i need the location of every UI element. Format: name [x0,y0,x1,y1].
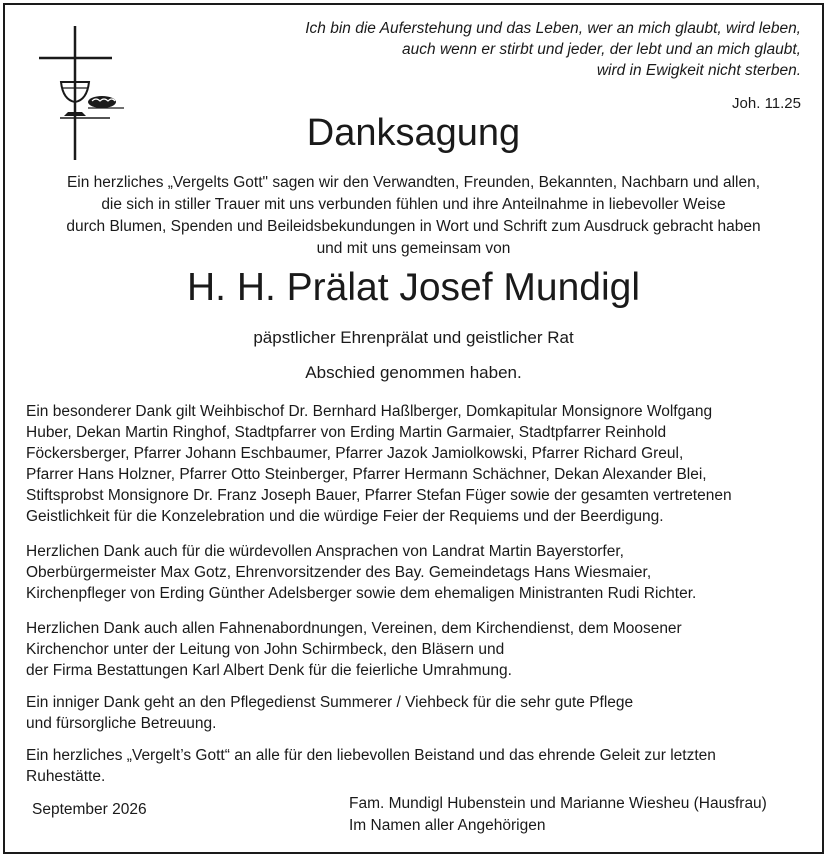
paragraph-line: Föckersberger, Pfarrer Johann Eschbaumer, Pfarrer Jazok Jamiolkowski, Pfarrer Richard Greul, [26,445,684,462]
thanks-paragraph-clergy [26,401,806,527]
deceased-role: päpstlicher Ehrenprälat und geistlicher Rat [253,328,574,347]
signature-line: Im Namen aller Angehörigen [349,817,546,834]
paragraph-line: Kirchenchor unter der Leitung von John Schirmbeck, den Bläsern und [26,641,505,658]
intro-line: durch Blumen, Spenden und Beileidsbekundungen in Wort und Schrift zum Ausdruck gebracht haben [66,218,761,235]
paragraph-line: Huber, Dekan Martin Ringhof, Stadtpfarrer von Erding Martin Garmaier, Stadtpfarrer Reinhold [26,424,667,441]
intro-line: und mit uns gemeinsam von [316,240,511,257]
paragraph-line: Kirchenpfleger von Erding Günther Adelsberger sowie dem ehemaligen Ministranten Rudi Richter. [26,585,697,602]
deceased-name: H. H. Prälat Josef Mundigl [186,266,640,309]
thanks-paragraph-associations [26,618,806,681]
thanks-paragraph-speeches [26,541,806,604]
bible-quote [241,18,801,81]
closing-line: Abschied genommen haben. [305,363,522,382]
paragraph-line: Stiftsprobst Monsignore Dr. Franz Joseph Bauer, Pfarrer Stefan Füger sowie der gesamten vertretenen [26,487,732,504]
paragraph-line: Ein inniger Dank geht an den Pflegedienst Summerer / Viehbeck für die sehr gute Pflege [26,694,634,711]
paragraph-line: Pfarrer Hans Holzner, Pfarrer Otto Steinberger, Pfarrer Hermann Schächner, Dekan Alexander Blei, [26,466,707,483]
paragraph-line: Ein besonderer Dank gilt Weihbischof Dr. Bernhard Haßlberger, Domkapitular Monsignore Wolfgang [26,403,713,420]
paragraph-line: Herzlichen Dank auch für die würdevollen Ansprachen von Landrat Martin Bayerstorfer, [26,543,624,560]
paragraph-line: Herzlichen Dank auch allen Fahnenabordnungen, Vereinen, dem Kirchendienst, dem Moosener [26,620,682,637]
signature-line: Fam. Mundigl Hubenstein und Marianne Wiesheu (Hausfrau) [349,795,767,812]
paragraph-line: Ruhestätte. [26,768,106,785]
thanks-paragraph-care [26,692,806,734]
signature-block [349,793,767,837]
notice-date: September 2026 [32,801,147,818]
quote-reference: Joh. 11.25 [732,95,801,112]
thanks-paragraph-all [26,745,806,787]
quote-line: wird in Ewigkeit nicht sterben. [596,62,801,79]
paragraph-line: Ein herzliches „Vergelt’s Gott“ an alle für den liebevollen Beistand und das ehrende Geleit zur letzten [26,747,716,764]
paragraph-line: und fürsorgliche Betreuung. [26,715,217,732]
paragraph-line: der Firma Bestattungen Karl Albert Denk für die feierliche Umrahmung. [26,662,512,679]
intro-text [0,172,827,260]
intro-line: die sich in stiller Trauer mit uns verbunden fühlen und ihre Anteilnahme in liebevoller Weise [101,196,726,213]
intro-line: Ein herzliches „Vergelts Gott" sagen wir den Verwandten, Freunden, Bekannten, Nachbarn und allen, [66,174,761,191]
quote-line: auch wenn er stirbt und jeder, der lebt und an mich glaubt, [402,41,801,58]
paragraph-line: Geistlichkeit für die Konzelebration und die würdige Feier der Requiems und der Beerdigung. [26,508,664,525]
notice-title: Danksagung [306,112,521,154]
quote-line: Ich bin die Auferstehung und das Leben, wer an mich glaubt, wird leben, [305,20,801,37]
paragraph-line: Oberbürgermeister Max Gotz, Ehrenvorsitzender des Bay. Gemeindetags Hans Wiesmaier, [26,564,652,581]
